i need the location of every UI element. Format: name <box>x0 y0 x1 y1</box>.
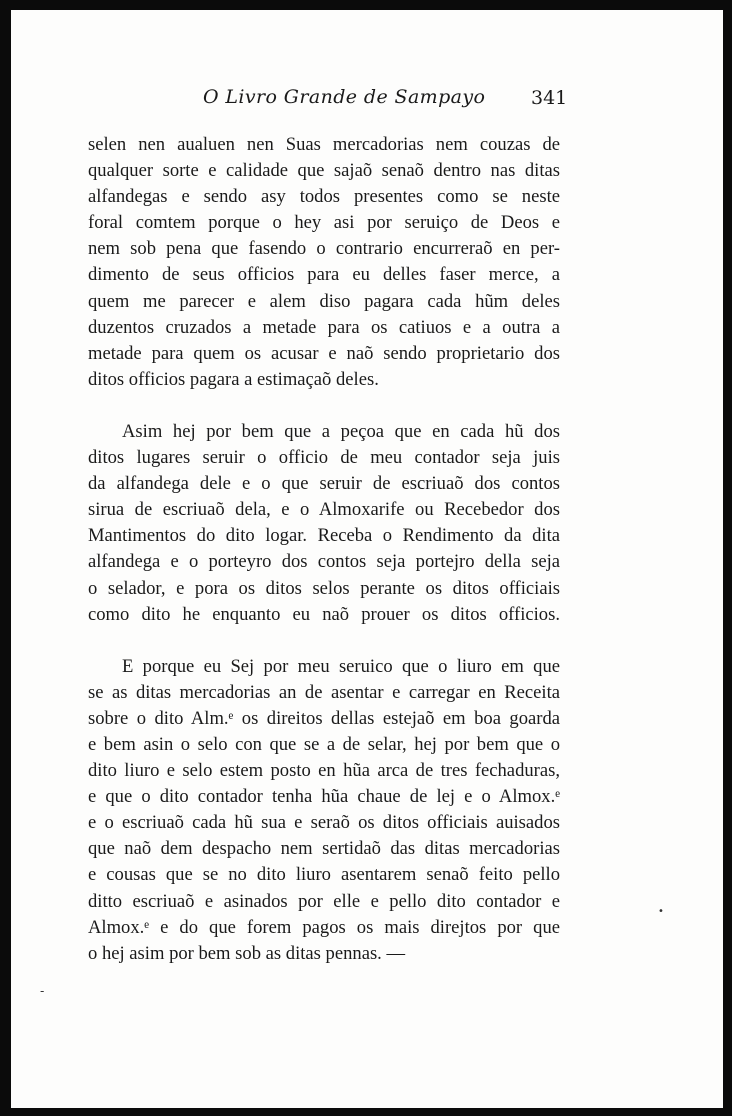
text-line: o hej asim por bem sob as ditas pennas. — <box>88 942 406 964</box>
print-speck: • <box>658 906 664 917</box>
text-line: nem sob pena que fasendo o contrario encurreraõ en per- <box>88 238 560 260</box>
text-line: e bem asin o selo con que se a de selar, hej por bem que o <box>88 733 560 755</box>
text-line: ditto escriuaõ e asinados por elle e pello dito contador e <box>88 890 560 912</box>
text-line: e o escriuaõ cada hũ sua e seraõ os ditos officiais auisados <box>88 812 560 834</box>
text-line: duzentos cruzados a metade para os catiuos e a outra a <box>88 316 560 338</box>
text-line: e que o dito contador tenha hũa chaue de lej e o Almox.ᵉ <box>88 786 560 808</box>
text-line: Almox.ᵉ e do que forem pagos os mais direjtos por que <box>88 916 560 938</box>
text-line: ditos lugares seruir o officio de meu contador seja juis <box>88 447 560 469</box>
body-text <box>88 132 560 967</box>
text-line: sobre o dito Alm.ᵉ os direitos dellas estejaõ em boa goarda <box>88 707 560 729</box>
running-title: O Livro Grande de Sampayo <box>203 86 486 108</box>
text-line: foral comtem porque o hey asi por seruiço de Deos e <box>88 212 560 234</box>
text-line: qualquer sorte e calidade que sajaõ senaõ dentro nas ditas <box>88 160 560 182</box>
text-line: que naõ dem despacho nem sertidaõ das ditas mercadorias <box>88 838 560 860</box>
text-line: dito liuro e selo estem posto en hũa arca de tres fechaduras, <box>88 760 560 782</box>
text-line: metade para quem os acusar e naõ sendo proprietario dos <box>88 342 560 364</box>
text-line: e cousas que se no dito liuro asentarem senaõ feito pello <box>88 864 560 886</box>
print-speck: ‐ <box>40 984 45 998</box>
paragraph-3 <box>88 654 560 967</box>
text-line: Asim hej por bem que a peçoa que en cada hũ dos <box>122 420 560 442</box>
text-line: dimento de seus officios para eu delles faser merce, a <box>88 264 560 286</box>
text-line: sirua de escriuaõ dela, e o Almoxarife ou Recebedor dos <box>88 499 560 521</box>
page-number: 341 <box>531 87 568 109</box>
paragraph-gap <box>88 628 560 654</box>
text-line: Mantimentos do dito logar. Receba o Rendimento da dita <box>88 525 560 547</box>
text-line: E porque eu Sej por meu seruico que o liuro em que <box>122 655 560 677</box>
text-line: se as ditas mercadorias an de asentar e carregar en Receita <box>88 681 560 703</box>
text-line: ditos officios pagara a estimaçaõ deles. <box>88 368 379 390</box>
text-line: alfandegas e sendo asy todos presentes como se neste <box>88 186 560 208</box>
paragraph-2 <box>88 419 560 628</box>
text-line: selen nen aualuen nen Suas mercadorias nem couzas de <box>88 134 560 155</box>
paragraph-gap <box>88 393 560 419</box>
paragraph-1 <box>88 132 560 393</box>
text-line: como dito he enquanto eu naõ prouer os ditos officios. <box>88 603 560 625</box>
page-header <box>0 86 732 116</box>
text-line: alfandega e o porteyro dos contos seja portejro della seja <box>88 551 560 573</box>
text-line: quem me parecer e alem diso pagara cada hũm deles <box>88 290 560 312</box>
text-line: da alfandega dele e o que seruir de escriuaõ dos contos <box>88 473 560 495</box>
text-line: o selador, e pora os ditos selos perante os ditos officiais <box>88 577 560 599</box>
